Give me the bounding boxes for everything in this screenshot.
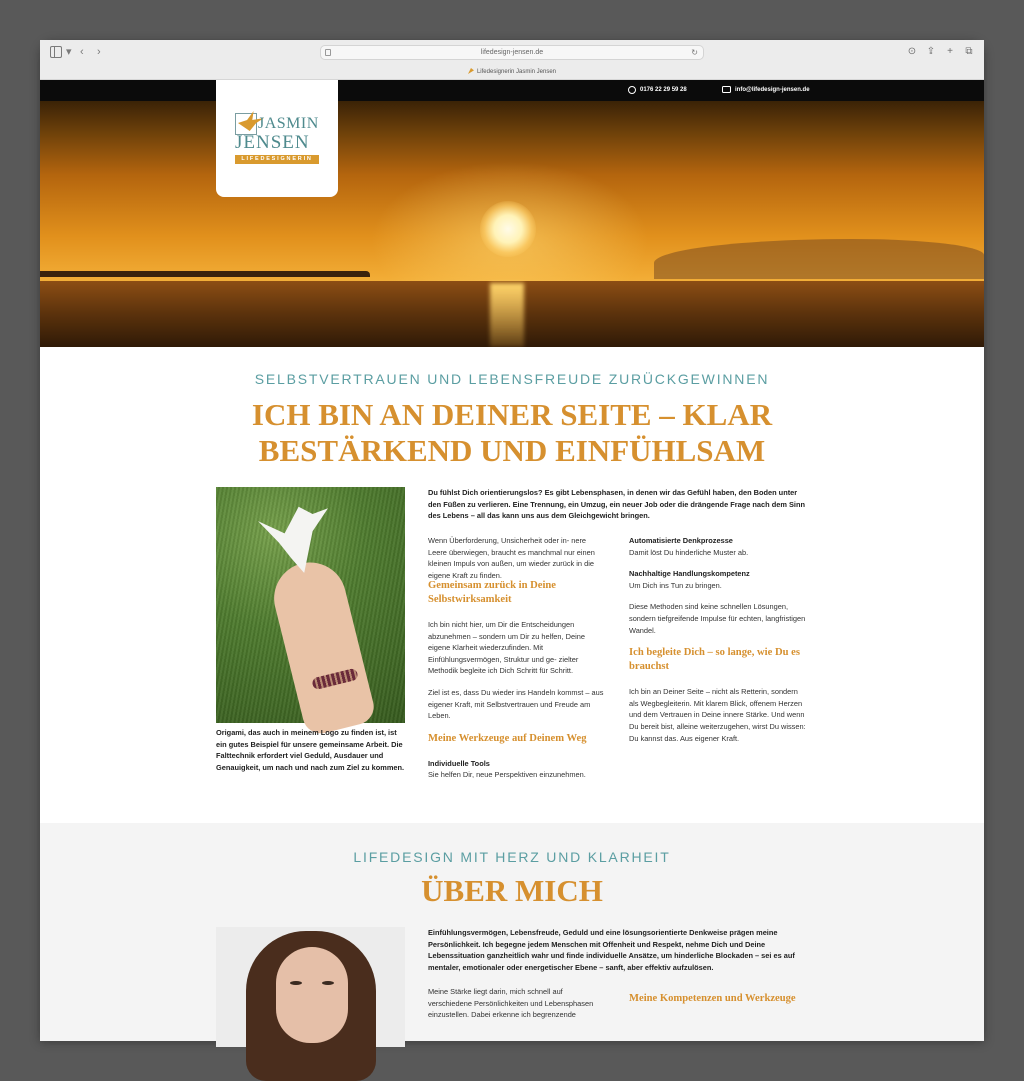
- logo-tagline: LIFEDESIGNERIN: [235, 155, 319, 164]
- hand: [267, 555, 378, 737]
- phone-number: 0176 22 29 59 28: [640, 87, 687, 93]
- intro-paragraph: Du fühlst Dich orientierungslos? Es gibt Lebensphasen, in denen wir das Gefühl haben, den Boden unter den Füßen zu verlieren. Eine Trennung, ein Umzug, ein neuer Job oder die drängende Frage nach dem Sinn des Lebens – all das kann uns aus dem Gleichgewicht bringen.: [428, 488, 805, 521]
- tool-text: Um Dich ins Tun zu bringen.: [629, 580, 722, 590]
- tool-item: [629, 535, 807, 558]
- section-headline: ÜBER MICH: [421, 873, 603, 908]
- phone-icon: [628, 86, 636, 94]
- tool-title: Nachhaltige Handlungskompetenz: [629, 569, 750, 579]
- browser-toolbar: [40, 40, 984, 80]
- eye: [322, 981, 334, 985]
- tab-overview-icon[interactable]: ⧉: [965, 46, 973, 57]
- origami-photo: [216, 487, 405, 723]
- forward-button[interactable]: ›: [97, 46, 101, 58]
- about-intro: Einfühlungsvermögen, Lebensfreude, Geduld und eine lösungsorientierte Denkweise prägen meine Persönlichkeit. Ich begegne jedem Menschen mit Offenheit und Respekt, nehme Dich und Deine Lebenssituation ganzheitlich wahr und finde individuelle Ansätze, um hinderliche Blockaden – sei es auf mentaler, emotionaler oder energetischer Ebene – sanft, aber effektiv aufzulösen.: [428, 928, 795, 972]
- paragraph: Wenn Überforderung, Unsicherheit oder in- nere Leere überwiegen, braucht es manchmal nur einen kleinen Impuls von außen, um wieder zurück in die eigene Kraft zu finden.: [428, 536, 595, 580]
- site-logo[interactable]: [216, 80, 338, 197]
- text-column-right: [629, 535, 807, 754]
- subheading: Ich begleite Dich – so lange, wie Du es brauchst: [629, 647, 800, 673]
- section-headline: [40, 397, 984, 469]
- reload-icon[interactable]: ↻: [691, 48, 698, 57]
- headline-line-1: ICH BIN AN DEINER SEITE – KLAR: [251, 397, 773, 432]
- section-kicker: LIFEDESIGN MIT HERZ UND KLARHEIT: [353, 849, 671, 865]
- back-button[interactable]: ‹: [80, 46, 84, 58]
- address-bar[interactable]: [320, 45, 704, 60]
- chevron-down-icon[interactable]: ▾: [66, 46, 72, 58]
- logo-last-name: JENSEN: [235, 132, 310, 153]
- tool-title: Automatisierte Denkprozesse: [629, 536, 733, 545]
- eye: [290, 981, 302, 985]
- tool-text: Damit löst Du hinderliche Muster ab.: [629, 547, 749, 557]
- tab-title-text: Lifedesignerin Jasmin Jensen: [476, 69, 557, 75]
- tool-text: Sie helfen Dir, neue Perspektiven einzunehmen.: [428, 770, 586, 780]
- email-address: info@lifedesign-jensen.de: [735, 86, 810, 93]
- paragraph: Meine Stärke liegt darin, mich schnell auf verschiedene Persönlichkeiten und Lebensphasen einzustellen. Dabei erkenne ich begrenzende: [428, 987, 594, 1020]
- subheading: Meine Werkzeuge auf Deinem Weg: [428, 732, 587, 744]
- text-column-left: [428, 986, 606, 1031]
- favicon-icon: [468, 68, 474, 74]
- tool-item: [428, 758, 606, 781]
- text-column-left: [428, 535, 606, 791]
- tool-title: Individuelle Tools: [428, 758, 490, 768]
- sun: [480, 201, 536, 257]
- face: [276, 947, 348, 1043]
- photo-caption: Origami, das auch in meinem Logo zu finden ist, ist ein gutes Beispiel für unsere gemeinsame Arbeit. Die Falttechnik erfordert viel Geduld, Ausdauer und Genauigkeit, um nach und nach zum Ziel zu kommen.: [216, 728, 405, 772]
- paragraph: Ich bin an Deiner Seite – nicht als Retterin, sondern als Wegbegleiterin. Mit klarem Blick, offenem Herzen und dem Vertrauen in Deine innere Stärke. Und wenn Du bereit bist, alleine weiterzugehen, wirst Du wissen: Du kannst das. Aus eigener Kraft.: [629, 687, 806, 743]
- download-icon[interactable]: ⊙: [907, 46, 917, 57]
- distant-hills: [654, 239, 984, 279]
- subheading: Meine Kompetenzen und Werkzeuge: [629, 993, 796, 1004]
- paragraph: Ziel ist es, dass Du wieder ins Handeln kommst – aus eigener Kraft, mit Selbstvertrauen und Freude am Leben.: [428, 687, 604, 721]
- subheading: Gemeinsam zurück in Deine Selbstwirksamkeit: [428, 580, 556, 605]
- section-kicker: SELBSTVERTRAUEN UND LEBENSFREUDE ZURÜCKGEWINNEN: [254, 371, 770, 387]
- toolbar-actions: [907, 46, 974, 58]
- email-link[interactable]: [722, 86, 810, 93]
- logo-first-name: JASMIN: [258, 115, 319, 132]
- tool-item: [629, 568, 807, 591]
- tab-title[interactable]: [40, 68, 984, 75]
- portrait-photo: [216, 927, 405, 1047]
- hero-sunset-image: [40, 101, 984, 347]
- page-settings-icon[interactable]: [325, 49, 331, 56]
- intro-section: [40, 347, 984, 823]
- text-column-right: [629, 986, 807, 1018]
- sidebar-toggle-icon[interactable]: [50, 46, 62, 58]
- share-icon[interactable]: ⇪: [926, 46, 936, 57]
- sun-reflection: [490, 283, 524, 347]
- new-tab-icon[interactable]: +: [947, 46, 953, 57]
- url-text: lifedesign-jensen.de: [480, 49, 544, 56]
- browser-window: [40, 40, 984, 1040]
- phone-link[interactable]: [628, 86, 687, 94]
- paragraph: Ich bin nicht hier, um Dir die Entscheidungen abzunehmen – sondern um Dir zu helfen, Deine eigene Klarheit wiederzufinden. Mit Einfühlungsvermögen, Struktur und ge- zielter Methodik begleite ich Dich Schritt für Schritt.: [428, 620, 585, 676]
- about-section: [40, 823, 984, 1041]
- shoreline: [40, 271, 370, 277]
- headline-line-2: BESTÄRKEND UND EINFÜHLSAM: [258, 433, 766, 468]
- mail-icon: [722, 86, 731, 93]
- paragraph: Diese Methoden sind keine schnellen Lösungen, sondern tiefgreifende Impulse für echten, langfristigen Wandel.: [629, 602, 806, 635]
- site-topbar: [40, 80, 984, 101]
